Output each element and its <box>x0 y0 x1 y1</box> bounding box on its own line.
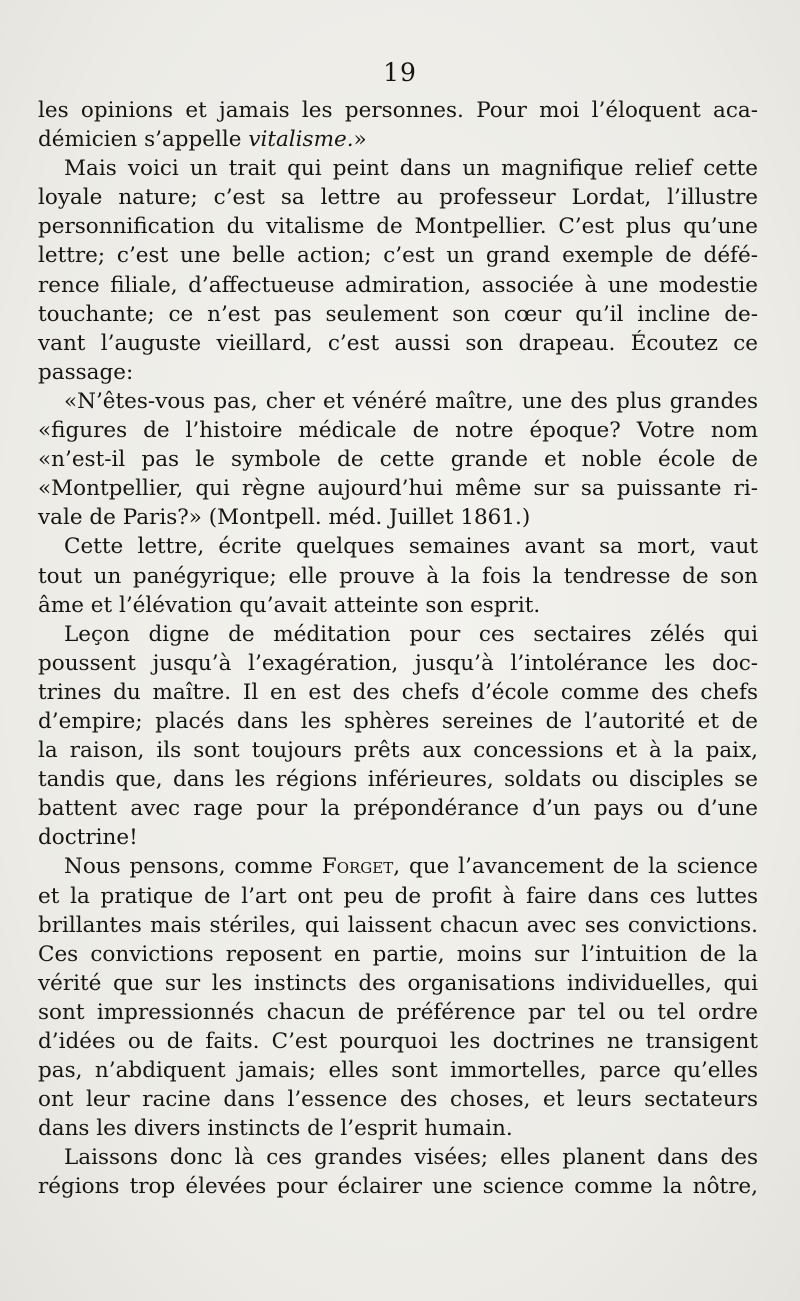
text-line: lettre; c’est une belle action; c’est un grand exemple de défé- <box>38 243 758 269</box>
text-line: «Montpellier, qui règne aujourd’hui même sur sa puissante ri- <box>38 476 758 502</box>
text-line: «figures de l’histoire médicale de notre époque? Votre nom <box>38 418 758 444</box>
text-line: âme et l’élévation qu’avait atteinte son esprit. <box>38 592 541 618</box>
text-line: «n’est-il pas le symbole de cette grande et noble école de <box>38 447 758 473</box>
text-line: doctrine! <box>38 825 138 851</box>
text-line: brillantes mais stériles, qui laissent chacun avec ses convictions. <box>38 912 758 938</box>
text-line: dans les divers instincts de l’esprit humain. <box>38 1116 513 1142</box>
text-line: vale de Paris?» (Montpell. méd. Juillet 1861.) <box>38 505 531 531</box>
text-line: Mais voici un trait qui peint dans un magnifique relief cette <box>64 156 758 182</box>
text-line: touchante; ce n’est pas seulement son cœur qu’il incline de- <box>38 301 758 327</box>
text-line: Cette lettre, écrite quelques semaines avant sa mort, vaut <box>64 534 758 560</box>
text-line: sont impressionnés chacun de préférence par tel ou tel ordre <box>38 999 758 1025</box>
text-line: vérité que sur les instincts des organisations individuelles, qui <box>38 970 758 996</box>
text-line: Nous pensons, comme Forget, que l’avancement de la science <box>64 854 758 880</box>
text-line: personnification du vitalisme de Montpellier. C’est plus qu’une <box>38 214 758 240</box>
text-line: «N’êtes-vous pas, cher et vénéré maître, une des plus grandes <box>64 388 758 414</box>
text-line: la raison, ils sont toujours prêts aux concessions et à la paix, <box>38 738 758 764</box>
text-line: et la pratique de l’art ont peu de profit à faire dans ces luttes <box>38 883 758 909</box>
page-number: 19 <box>383 58 417 87</box>
text-line: passage: <box>38 359 134 385</box>
text-line: Laissons donc là ces grandes visées; elles planent dans des <box>64 1145 758 1171</box>
text-line: d’idées ou de faits. C’est pourquoi les doctrines ne transigent <box>38 1029 758 1054</box>
text-line: démicien s’appelle vitalisme.» <box>38 127 367 153</box>
text-line: Leçon digne de méditation pour ces sectaires zélés qui <box>64 621 758 647</box>
text-line: régions trop élevées pour éclairer une science comme la nôtre, <box>38 1174 758 1200</box>
text-line: battent avec rage pour la prépondérance d’un pays ou d’une <box>38 796 758 822</box>
text-line: vant l’auguste vieillard, c’est aussi son drapeau. Écoutez ce <box>38 330 758 356</box>
text-line: les opinions et jamais les personnes. Pour moi l’éloquent aca- <box>38 98 758 123</box>
text-line: tandis que, dans les régions inférieures, soldats ou disciples se <box>38 767 758 793</box>
text-line: rence filiale, d’affectueuse admiration, associée à une modestie <box>38 272 758 298</box>
text-line: trines du maître. Il en est des chefs d’école comme des chefs <box>38 679 758 705</box>
text-line: ont leur racine dans l’essence des choses, et leurs sectateurs <box>38 1087 758 1113</box>
body-text <box>38 96 758 1202</box>
text-line: pas, n’abdiquent jamais; elles sont immortelles, parce qu’elles <box>38 1058 758 1084</box>
text-line: loyale nature; c’est sa lettre au professeur Lordat, l’illustre <box>38 185 758 211</box>
text-line: d’empire; placés dans les sphères sereines de l’autorité et de <box>38 708 758 734</box>
text-line: Ces convictions reposent en partie, moins sur l’intuition de la <box>38 941 758 967</box>
text-line: poussent jusqu’à l’exagération, jusqu’à l’intolérance les doc- <box>38 650 758 676</box>
text-line: tout un panégyrique; elle prouve à la fois la tendresse de son <box>38 563 758 589</box>
